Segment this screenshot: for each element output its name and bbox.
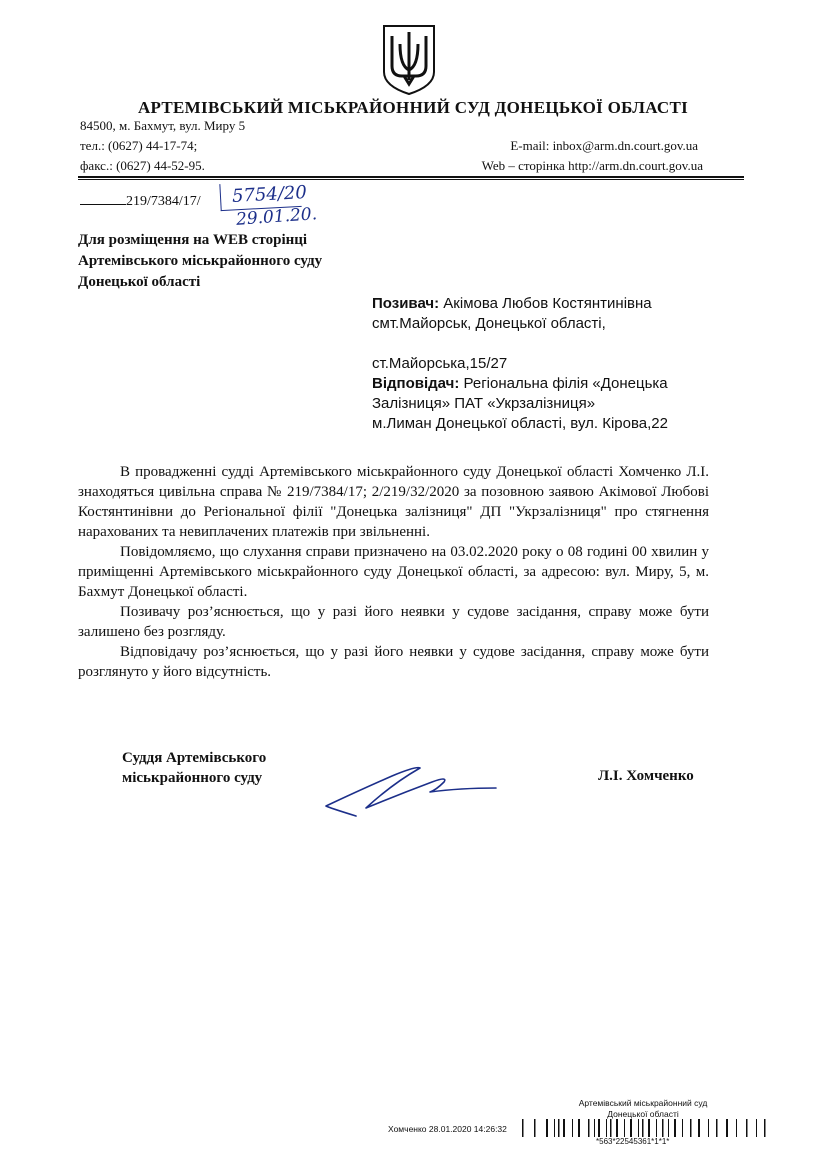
court-title: АРТЕМІВСЬКИЙ МІСЬКРАЙОННИЙ СУД ДОНЕЦЬКОЇ ОБЛАСТІ [137, 98, 689, 117]
plaintiff-name: Акімова Любов Костянтинівна [443, 295, 652, 312]
defendant-name-cont: Залізниця» ПАТ «Укрзалізниця» [372, 395, 596, 412]
court-fax: факс.: (0627) 44-52-95. [80, 158, 205, 173]
case-ref-number: 219/7384/17 [126, 194, 197, 209]
court-address: 84500, м. Бахмут, вул. Миру 5 [80, 118, 246, 133]
reference-blank-line [80, 192, 126, 205]
trident-coat-of-arms-icon [380, 22, 438, 96]
notice-body [78, 462, 709, 682]
defendant-address: м.Лиман Донецької області, вул. Кірова,22 [372, 415, 668, 432]
e-signature-court [578, 1098, 708, 1120]
judge-title-line: Суддя Артемівського [122, 750, 267, 766]
plaintiff-address: смт.Майорськ, Донецької області, [372, 315, 606, 332]
notice-paragraph: В провадженні судді Артемівського міськрайонного суду Донецької області Хомченко Л.І. знаходяться цивільна справа № 219/7384/17; 2/219/32/2020 за позовною заявою Акімової Любові Костянтинівни до Регіональної філії "Донецька залізниця" ДП "Укрзалізниця" про стягнення нарахованих та невиплачених платежів при звільненні. [78, 464, 709, 540]
barcode-number: *563*22545361*1*1* [596, 1137, 670, 1146]
web-publication-note [78, 230, 322, 293]
parties-block [372, 294, 668, 434]
handwritten-registration-date: 29.01.20. [235, 204, 318, 230]
web-note-line: Донецької області [78, 274, 201, 290]
defendant-name: Регіональна філія «Донецька [463, 375, 668, 392]
judge-title [122, 748, 266, 788]
notice-paragraph: Позивачу роз’яснюється, що у разі його неявки у судове засідання, справу може бути залишено без розгляду. [78, 604, 709, 640]
court-website: Web – сторінка http://arm.dn.court.gov.ua [481, 158, 703, 173]
defendant-label: Відповідач: [372, 375, 460, 392]
court-email: E-mail: inbox@arm.dn.court.gov.ua [510, 138, 698, 153]
judge-name: Л.І. Хомченко [598, 768, 694, 784]
e-signature-court-line: Артемівський міськрайонний суд [578, 1098, 708, 1108]
plaintiff-label: Позивач: [372, 295, 440, 312]
header-divider [78, 176, 744, 178]
case-reference: 219/7384/17/ [80, 192, 201, 210]
handwritten-registration-number: 5754/20 [231, 182, 308, 207]
plaintiff-street: ст.Майорська,15/27 [372, 355, 508, 372]
web-note-line: Артемівського міськрайонного суду [78, 253, 323, 269]
court-phone: тел.: (0627) 44-17-74; [80, 138, 198, 153]
notice-paragraph: Повідомляємо, що слухання справи призначено на 03.02.2020 року о 08 годині 00 хвилин у приміщенні Артемівського міськрайонного суду Донецької області, за адресою: вул. Миру, 5, м. Бахмут Донецької області. [78, 544, 709, 600]
e-signature-court-line: Донецької області [607, 1109, 679, 1119]
e-signature-timestamp: Хомченко 28.01.2020 14:26:32 [388, 1124, 507, 1134]
header-divider-thin [78, 179, 744, 180]
web-note-line: Для розміщення на WEB сторінці [78, 232, 308, 248]
barcode [522, 1119, 766, 1137]
judge-title-line: міськрайонного суду [122, 770, 263, 786]
notice-paragraph: Відповідачу роз’яснюється, що у разі його неявки у судове засідання, справу може бути розглянуто у його відсутність. [78, 644, 709, 680]
handwritten-signature [320, 760, 510, 822]
